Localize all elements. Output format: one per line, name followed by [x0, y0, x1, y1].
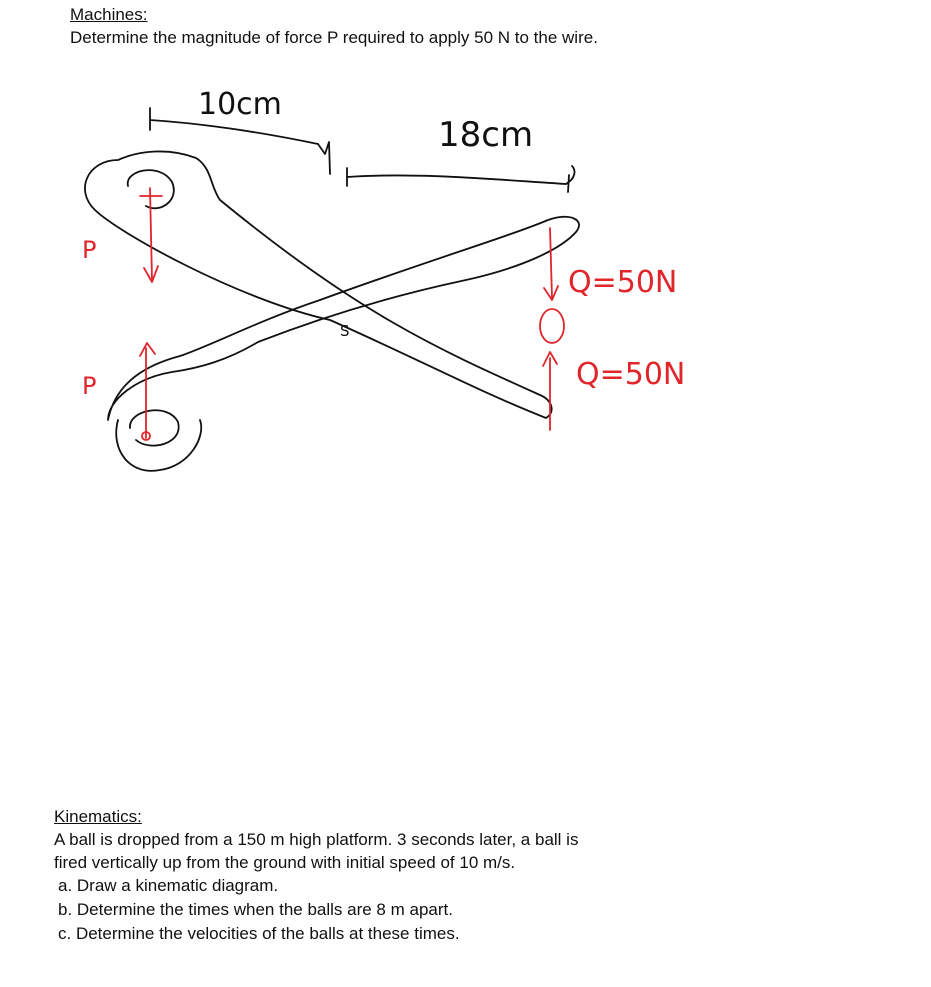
force-q-top-label: Q=50N — [568, 265, 678, 300]
kinematics-task-a: a. Draw a kinematic diagram. — [58, 876, 279, 895]
machines-heading: Machines: — [70, 5, 148, 24]
pliers-arm-lower — [108, 217, 579, 471]
force-q-bottom — [540, 309, 685, 430]
kinematics-question-line-2: fired vertically up from the ground with initial speed of 10 m/s. — [54, 853, 516, 872]
pliers-arm-upper — [85, 151, 552, 418]
machines-question: Determine the magnitude of force P required to apply 50 N to the wire. — [70, 28, 598, 47]
force-p-left-top-label: P — [82, 236, 97, 264]
dimension-18cm — [347, 115, 574, 192]
kinematics-heading: Kinematics: — [54, 807, 142, 826]
force-q-bottom-label: Q=50N — [576, 357, 686, 392]
kinematics-task-list — [54, 874, 654, 946]
dimension-10cm-label: 10cm — [198, 87, 282, 122]
pivot-label: S — [340, 322, 350, 340]
force-p-left-top — [82, 188, 162, 282]
force-q-top — [544, 228, 677, 300]
kinematics-section — [54, 806, 654, 946]
force-p-left-bottom — [82, 343, 155, 440]
kinematics-question-line-1: A ball is dropped from a 150 m high platform. 3 seconds later, a ball is — [54, 830, 579, 849]
dimension-10cm — [150, 87, 330, 174]
dimension-18cm-label: 18cm — [438, 115, 534, 155]
kinematics-task-c: c. Determine the velocities of the balls at these times. — [58, 924, 460, 943]
kinematics-task-b: b. Determine the times when the balls are 8 m apart. — [58, 900, 453, 919]
pivot-marker — [340, 322, 350, 340]
force-p-left-bottom-label: P — [82, 372, 97, 400]
